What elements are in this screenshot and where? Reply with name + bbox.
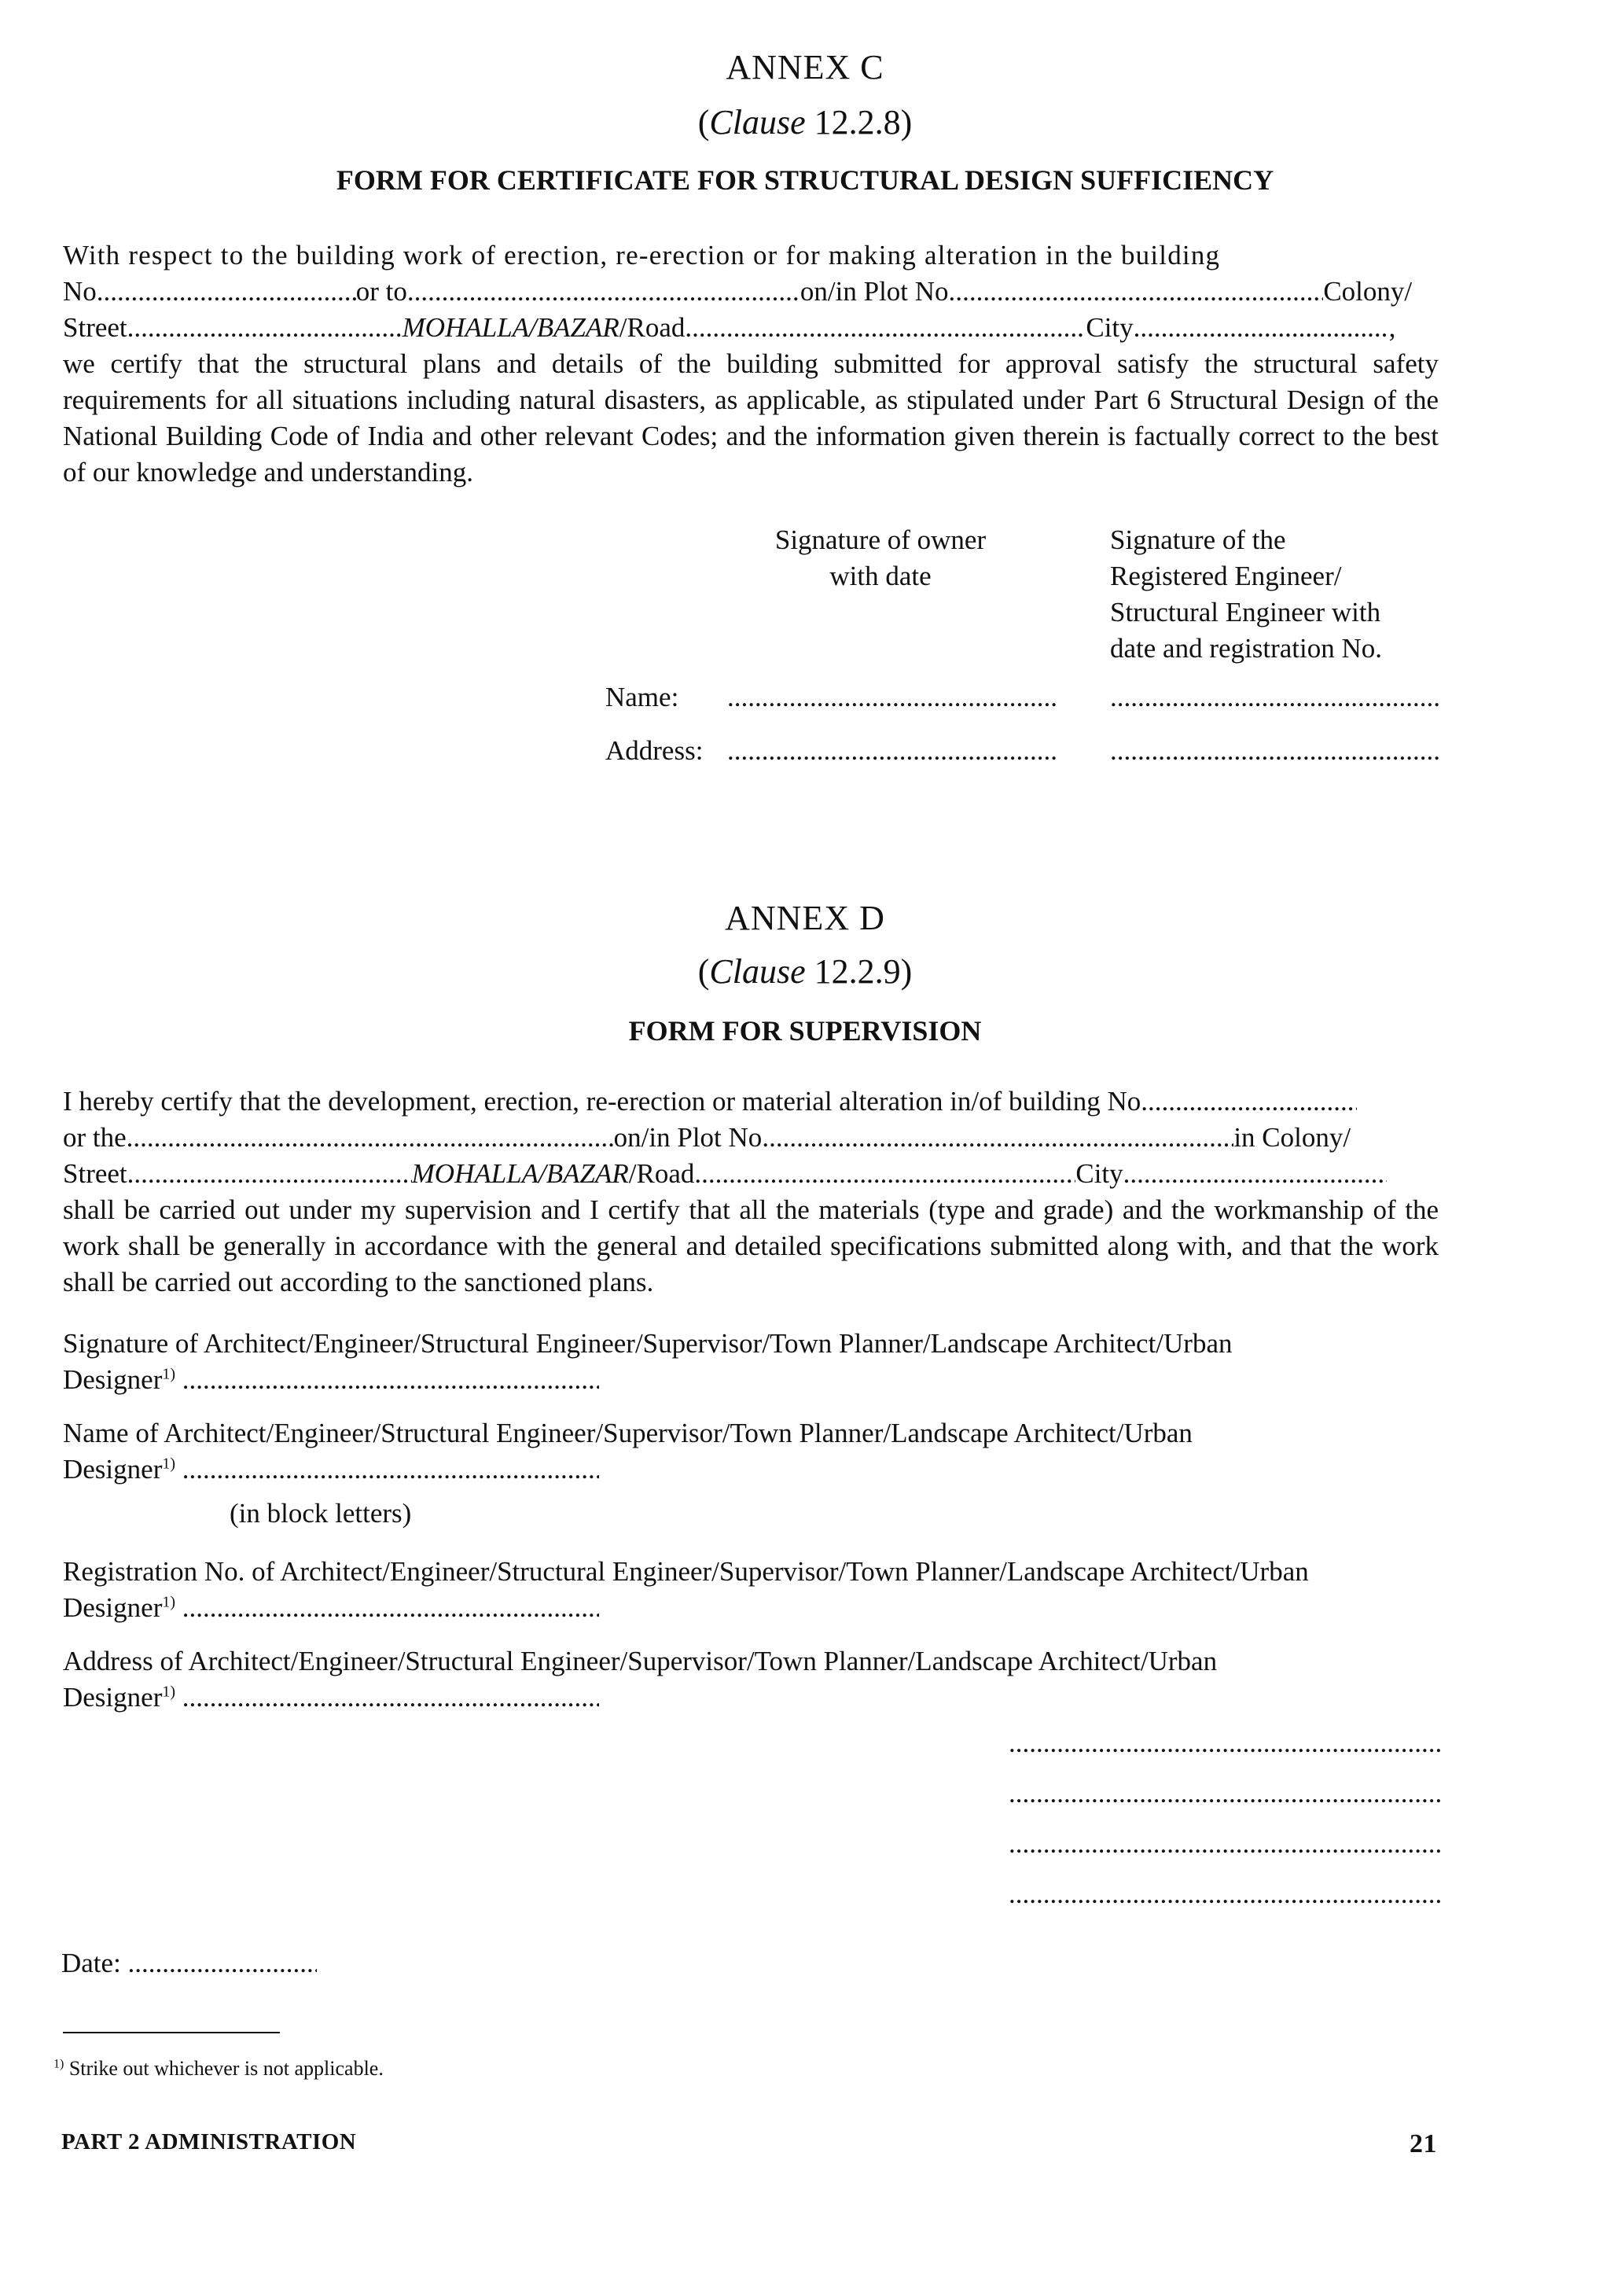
annex-d-line2 bbox=[63, 1120, 1439, 1156]
registration-blank[interactable] bbox=[182, 1590, 599, 1626]
registration-label: Registration No. of Architect/Engineer/Structural Engineer/Supervisor/Town Planner/Landscape Architect/Urban bbox=[63, 1556, 1309, 1587]
label-or-to: or to bbox=[355, 276, 407, 307]
registration-field bbox=[63, 1554, 1439, 1626]
annex-d-line1 bbox=[63, 1084, 1439, 1120]
address-continuation-4[interactable] bbox=[1009, 1876, 1441, 1912]
blank-city[interactable] bbox=[1123, 1156, 1387, 1192]
date-blank[interactable] bbox=[128, 1945, 317, 1981]
label-or-the: or the bbox=[63, 1122, 127, 1153]
annex-d-paragraph bbox=[63, 1084, 1439, 1301]
clause-word: Clause bbox=[709, 952, 806, 991]
clause-open: ( bbox=[697, 952, 710, 991]
footnote-rule bbox=[63, 2032, 280, 2033]
engineer-sig-line4: date and registration No. bbox=[1110, 633, 1383, 664]
address-continuation-2[interactable] bbox=[1009, 1775, 1441, 1812]
clause-word: Clause bbox=[709, 103, 806, 142]
label-building-no: I hereby certify that the development, erection, re-erection or material alteration in/of building No bbox=[63, 1086, 1141, 1117]
blank-city[interactable] bbox=[1134, 310, 1389, 346]
owner-name-blank[interactable] bbox=[727, 679, 1057, 716]
footer-section: PART 2 ADMINISTRATION bbox=[61, 2129, 357, 2154]
blank-street[interactable] bbox=[127, 1156, 412, 1192]
label-colony: in Colony/ bbox=[1233, 1122, 1351, 1153]
clause-number: 12.2.9) bbox=[814, 952, 913, 991]
address-field bbox=[63, 1643, 1439, 1716]
label-city: City bbox=[1075, 1158, 1123, 1189]
annex-c-clause bbox=[0, 102, 1610, 142]
annex-d-title: ANNEX D bbox=[725, 899, 885, 937]
designer-word: Designer bbox=[63, 1454, 163, 1485]
annex-d-body: shall be carried out under my supervision and I certify that all the materials (type and grade) and the workmanship of the work shall be generally in accordance with the general and detailed specifications submitted along with, and that the work shall be carried out according to the sanctioned plans. bbox=[63, 1194, 1439, 1297]
blank-building-no[interactable] bbox=[97, 274, 356, 310]
address-field-label: Address of Architect/Engineer/Structural Engineer/Supervisor/Town Planner/Landscape Architect/Urban bbox=[63, 1646, 1218, 1676]
label-plot-no: on/in Plot No bbox=[613, 1122, 763, 1153]
footnote-text: Strike out whichever is not applicable. bbox=[68, 2057, 384, 2080]
label-no: No bbox=[63, 276, 97, 307]
label-city: City bbox=[1086, 312, 1134, 343]
annex-c-form-title: FORM FOR CERTIFICATE FOR STRUCTURAL DESIGN SUFFICIENCY bbox=[336, 164, 1274, 196]
signature-field bbox=[63, 1326, 1439, 1398]
blank-plot-no[interactable] bbox=[762, 1120, 1233, 1156]
engineer-signature-caption bbox=[1110, 522, 1456, 667]
blank-or-to[interactable] bbox=[407, 274, 800, 310]
engineer-address-blank[interactable] bbox=[1110, 733, 1440, 769]
footnote-marker: 1) bbox=[162, 1455, 176, 1473]
name-field bbox=[63, 1415, 1439, 1488]
engineer-sig-line3: Structural Engineer with bbox=[1110, 597, 1381, 627]
signature-label: Signature of Architect/Engineer/Structural Engineer/Supervisor/Town Planner/Landscape Architect/Urban bbox=[63, 1328, 1233, 1359]
engineer-sig-line1: Signature of the bbox=[1110, 524, 1286, 555]
annex-d-line3 bbox=[63, 1156, 1439, 1192]
name-blank[interactable] bbox=[182, 1452, 599, 1488]
annex-d-clause bbox=[0, 951, 1610, 992]
footnote-marker: 1) bbox=[162, 1683, 176, 1701]
address-continuation-3[interactable] bbox=[1009, 1826, 1441, 1862]
blank-building-no[interactable] bbox=[1141, 1084, 1357, 1120]
address-continuation-1[interactable] bbox=[1009, 1725, 1441, 1761]
annex-c-line2 bbox=[63, 274, 1439, 310]
label-street: Street bbox=[63, 1158, 127, 1189]
label-road: /Road bbox=[628, 1158, 695, 1189]
label-colony: Colony/ bbox=[1323, 276, 1413, 307]
name-field-label: Name of Architect/Engineer/Structural Engineer/Supervisor/Town Planner/Landscape Architect/Urban bbox=[63, 1418, 1193, 1448]
annex-c-body: we certify that the structural plans and details of the building submitted for approval satisfy the structural safety requirements for all situations including natural disasters, as applicable, as stipulated under Part 6 Structural Design of the National Building Code of India and other relevant Codes; and the information given therein is factually correct to the best of our knowledge and understanding. bbox=[63, 348, 1439, 488]
annex-c-title: ANNEX C bbox=[726, 48, 884, 86]
address-line2 bbox=[63, 1680, 1439, 1716]
label-mohalla: MOHALLA/BAZAR bbox=[411, 1158, 629, 1189]
footnote bbox=[53, 2057, 384, 2081]
block-letters-note: (in block letters) bbox=[230, 1498, 412, 1529]
signature-line2 bbox=[63, 1362, 1439, 1398]
name-label: Name: bbox=[605, 682, 679, 712]
engineer-name-blank[interactable] bbox=[1110, 679, 1440, 716]
comma: , bbox=[1388, 312, 1396, 343]
designer-word: Designer bbox=[63, 1592, 163, 1623]
blank-road[interactable] bbox=[694, 1156, 1075, 1192]
blank-plot-no[interactable] bbox=[955, 274, 1323, 310]
annex-c-line3 bbox=[63, 310, 1439, 346]
clause-number: 12.2.8) bbox=[814, 103, 913, 142]
annex-c-paragraph bbox=[63, 237, 1439, 491]
footnote-marker: 1) bbox=[162, 1365, 176, 1383]
registration-line2 bbox=[63, 1590, 1439, 1626]
date-field bbox=[61, 1945, 317, 1981]
label-mohalla: MOHALLA/BAZAR bbox=[402, 312, 619, 343]
date-label: Date: bbox=[61, 1948, 121, 1978]
address-blank[interactable] bbox=[182, 1680, 599, 1716]
page-number: 21 bbox=[1410, 2129, 1437, 2158]
blank-road[interactable] bbox=[685, 310, 1086, 346]
owner-sig-line1: Signature of owner bbox=[774, 524, 987, 555]
label-street: Street bbox=[63, 312, 127, 343]
blank-or-the[interactable] bbox=[127, 1120, 614, 1156]
label-road: /Road bbox=[619, 312, 686, 343]
owner-signature-caption bbox=[727, 522, 1034, 594]
designer-word: Designer bbox=[63, 1682, 163, 1713]
address-label: Address: bbox=[605, 735, 704, 766]
annex-d-form-title: FORM FOR SUPERVISION bbox=[628, 1015, 982, 1047]
label-plot-no: on/in Plot No. bbox=[799, 276, 956, 307]
engineer-sig-line2: Registered Engineer/ bbox=[1110, 561, 1342, 591]
owner-sig-line2: with date bbox=[829, 561, 932, 591]
clause-open: ( bbox=[697, 103, 710, 142]
owner-address-blank[interactable] bbox=[727, 733, 1057, 769]
designer-word: Designer bbox=[63, 1364, 163, 1395]
annex-c-line1: With respect to the building work of erection, re-erection or for making alteration in the building bbox=[63, 240, 1221, 270]
footnote-marker: 1) bbox=[53, 2057, 64, 2071]
signature-blank[interactable] bbox=[182, 1362, 599, 1398]
name-line2 bbox=[63, 1452, 1439, 1488]
blank-street[interactable] bbox=[127, 310, 402, 346]
footnote-marker: 1) bbox=[162, 1593, 176, 1611]
